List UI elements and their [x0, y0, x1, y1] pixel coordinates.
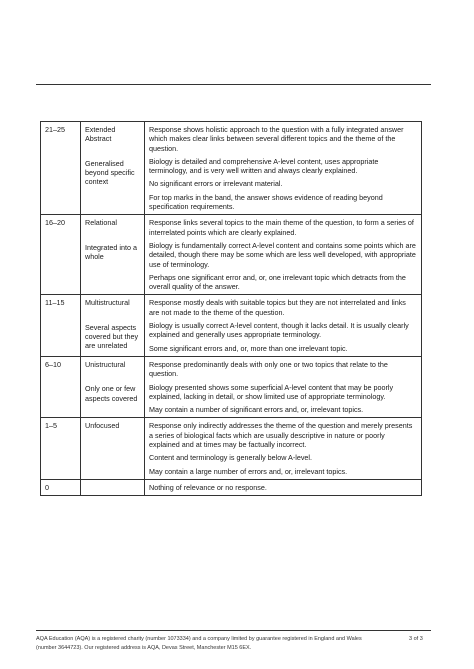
level-cell	[81, 479, 145, 495]
level-cell	[81, 215, 145, 295]
footer-rule	[36, 630, 431, 631]
descriptor-cell	[145, 356, 422, 417]
descriptor-text: Some significant errors and, or, more than one irrelevant topic.	[149, 343, 348, 353]
descriptor-cell	[145, 479, 422, 495]
descriptor-cell	[145, 215, 422, 295]
header-rule	[36, 84, 431, 85]
descriptor-text: May contain a large number of errors and, or, irrelevant topics.	[149, 466, 348, 476]
levels-mark-scheme-table	[40, 121, 422, 496]
table-row	[41, 479, 422, 495]
level-cell	[81, 295, 145, 356]
descriptor-cell	[145, 418, 422, 479]
table-body	[41, 122, 422, 496]
descriptor-text: Biology presented shows some superficial A-level content that may be poorly explained, lacking in detail, or show limited use of appropriate terminology.	[149, 382, 394, 401]
mark-range-cell: 1–5	[41, 418, 81, 479]
level-name: Multistructural	[85, 298, 130, 308]
descriptor-text: Response links several topics to the main theme of the question, to form a series of interrelated points which are clearly explained.	[149, 218, 414, 237]
level-name: Relational	[85, 218, 117, 228]
mark-range-cell: 11–15	[41, 295, 81, 356]
descriptor-text: May contain a number of significant errors and, or, irrelevant topics.	[149, 405, 364, 415]
level-cell	[81, 122, 145, 215]
page-number: 3 of 3	[409, 636, 423, 642]
mark-range-cell: 0	[41, 479, 81, 495]
descriptor-text: Nothing of relevance or no response.	[149, 482, 267, 492]
level-description: Integrated into a whole	[85, 242, 137, 261]
table-row	[41, 418, 422, 479]
descriptor-text: Biology is usually correct A-level content, though it lacks detail. It is usually clearly explained and generally uses appropriate terminology.	[149, 321, 409, 340]
table-row	[41, 356, 422, 417]
level-cell	[81, 418, 145, 479]
descriptor-text: Response only indirectly addresses the theme of the question and merely presents a series of biological facts which are usually descriptive in nature or poorly explained and at times may be factually incorrect.	[149, 421, 413, 450]
descriptor-text: Biology is detailed and comprehensive A-level content, uses appropriate terminology, and is very well written and always clearly explained.	[149, 156, 379, 176]
descriptor-text: Response shows holistic approach to the question with a fully integrated answer which makes clear links between several different topics and the theme of the question.	[149, 125, 404, 153]
level-name: Unfocused	[85, 421, 120, 431]
level-description: Several aspects covered but they are unrelated	[85, 322, 139, 351]
mark-range-cell: 16–20	[41, 215, 81, 295]
descriptor-text: Content and terminology is generally below A-level.	[149, 453, 313, 463]
mark-range-cell: 6–10	[41, 356, 81, 417]
footer-legal-text: AQA Education (AQA) is a registered charity (number 1073334) and a company limited by guarantee registered in England and Wales (number 3644723). Our registered address is AQA, Devas Street, Manchester M15 6EX.	[36, 636, 362, 651]
descriptor-text: No significant errors or irrelevant material.	[149, 179, 283, 189]
table-row	[41, 295, 422, 356]
descriptor-cell	[145, 295, 422, 356]
level-description: Generalised beyond specific context	[85, 158, 135, 187]
level-description: Only one or few aspects covered	[85, 384, 138, 403]
level-name: Extended Abstract	[85, 125, 116, 144]
descriptor-text: Response predominantly deals with only one or two topics that relate to the question.	[149, 359, 388, 379]
descriptor-text: Response mostly deals with suitable topics but they are not interrelated and links are not made to the theme of the question.	[149, 298, 406, 317]
table-row	[41, 122, 422, 215]
descriptor-text: Perhaps one significant error and, or, one irrelevant topic which detracts from the overall quality of the answer.	[149, 272, 406, 292]
level-cell	[81, 356, 145, 417]
level-name: Unistructural	[85, 359, 126, 369]
descriptor-cell	[145, 122, 422, 215]
mark-range-cell: 21–25	[41, 122, 81, 215]
table-row	[41, 215, 422, 295]
descriptor-text: Biology is fundamentally correct A-level content and contains some points which are detailed, though there may be some which are less well developed, with appropriate use of terminology.	[149, 240, 416, 269]
descriptor-text: For top marks in the band, the answer shows evidence of reading beyond specification requirements.	[149, 192, 383, 212]
